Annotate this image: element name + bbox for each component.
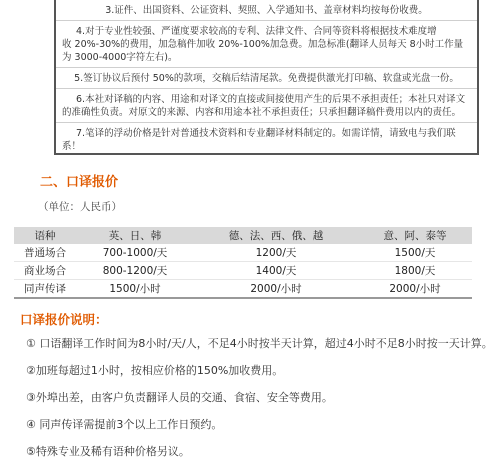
currency-unit-label: （单位：人民币）: [38, 201, 122, 213]
list-item: ③外埠出差，由客户负责翻译人员的交通、食宿、安全等费用。: [26, 391, 333, 404]
note-line: 的准确性负责。对原文的来源、内容和用途本社不承担责任；只承担翻译稿件费用以内的责任。: [62, 107, 462, 118]
note-item-5: [56, 68, 477, 89]
table-cell: 800-1200/天: [76, 262, 194, 280]
table-cell: 2000/小时: [358, 280, 472, 299]
note-item-6: [56, 89, 477, 123]
table-cell: 1400/天: [194, 262, 358, 280]
note-line: 4.对于专业性较强、严谨度要求较高的专利、法律文件、合同等资料将根据技术难度增: [76, 26, 437, 37]
table-cell: 普通场合: [14, 244, 76, 262]
remarks-title: 口译报价说明：: [20, 312, 108, 327]
note-line: 收 20%-30%的费用，加急稿件加收 20%-100%加急费。加急标准(翻译人员每天 8小时工作量: [62, 39, 464, 50]
list-item: ④ 同声传译需提前3个以上工作日预约。: [26, 418, 223, 431]
column-header: 意、阿、泰等: [358, 227, 472, 244]
written-notes-box: [54, 0, 479, 155]
note-item-4: [56, 21, 477, 68]
table-row: [14, 262, 472, 280]
note-line: 7.笔译的浮动价格是针对普通技术资料和专业翻译材料制定的。如需详情，请致电与我们联: [76, 128, 456, 139]
table-cell: 商业场合: [14, 262, 76, 280]
table-cell: 1800/天: [358, 262, 472, 280]
note-line: 3.证件、出国资料、公证资料、契照、入学通知书、盖章材料均按每份收费。: [105, 5, 428, 16]
remarks-list: [26, 330, 496, 465]
note-item-3: [56, 0, 477, 21]
column-header: 英、日、韩: [76, 227, 194, 244]
table-cell: 1500/天: [358, 244, 472, 262]
list-item: ⑤特殊专业及稀有语种价格另议。: [26, 445, 190, 458]
list-item: ②加班每超过1小时，按相应价格的150%加收费用。: [26, 364, 284, 377]
interpretation-price-table: [14, 227, 472, 299]
note-line: 为 3000-4000字符左右)。: [62, 52, 178, 63]
table-cell: 同声传译: [14, 280, 76, 299]
table-cell: 1500/小时: [76, 280, 194, 299]
note-line: 6.本社对译稿的内容、用途和对译文的直接或间接使用产生的后果不承担责任；本社只对译文: [76, 94, 466, 105]
note-item-7: [56, 123, 477, 156]
column-header: 语种: [14, 227, 76, 244]
note-line: 5.签订协议后预付 50%的款项，交稿后结清尾款。免费提供激光打印稿、软盘或光盘一份。: [74, 73, 459, 84]
table-cell: 1200/天: [194, 244, 358, 262]
table-row: [14, 280, 472, 299]
note-line: 系！: [62, 141, 82, 152]
table-cell: 700-1000/天: [76, 244, 194, 262]
table-header-row: [14, 227, 472, 244]
list-item: ① 口语翻译工作时间为8小时/天/人，不足4小时按半天计算，超过4小时不足8小时按一天计算。: [26, 337, 493, 350]
table-cell: 2000/小时: [194, 280, 358, 299]
interpretation-section-title: 二、口译报价: [40, 175, 119, 190]
table-row: [14, 244, 472, 262]
column-header: 德、法、西、俄、越: [194, 227, 358, 244]
